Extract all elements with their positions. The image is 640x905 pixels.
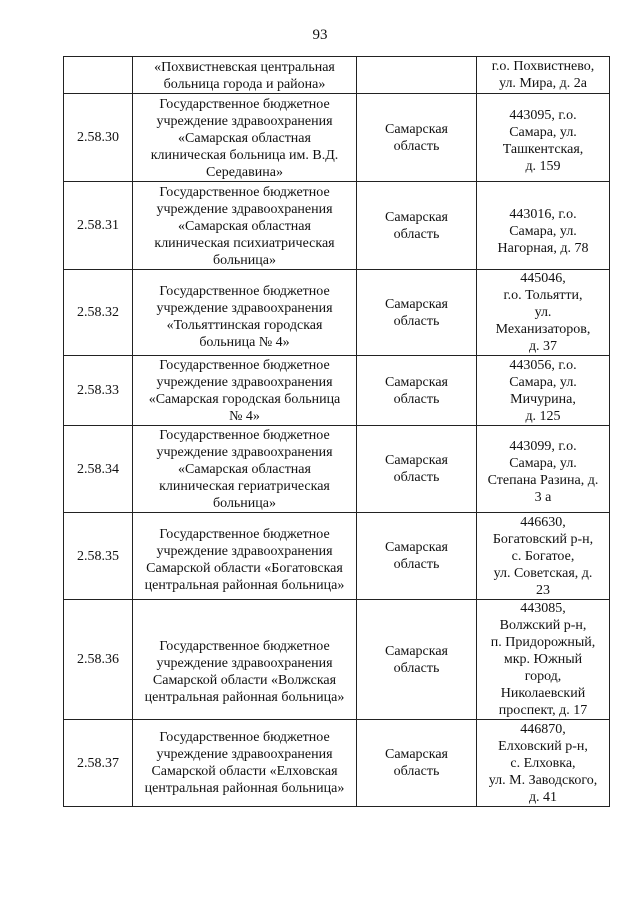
- region-line: Самарская: [385, 121, 448, 137]
- institution-name-line: Государственное бюджетное: [159, 283, 330, 299]
- region-line: Самарская: [385, 209, 448, 225]
- row-number-cell: [64, 57, 133, 94]
- address-line: ул.: [534, 305, 552, 320]
- table-row: [64, 513, 610, 600]
- institution-name-cell: [133, 270, 357, 356]
- table-row: [64, 356, 610, 426]
- institution-name-line: Государственное бюджетное: [159, 527, 330, 542]
- row-number-cell: 2.58.37: [64, 720, 133, 807]
- table-row: [64, 600, 610, 720]
- institution-name-line: Самарской области «Волжская: [152, 672, 337, 688]
- address-line: 443099, г.о.: [509, 439, 577, 454]
- address-line: 445046,: [520, 271, 566, 286]
- institution-name-line: клиническая психиатрическая: [154, 236, 335, 251]
- institution-name-line: Самарской области «Богатовская: [146, 561, 343, 576]
- institution-name-line: центральная районная больница»: [144, 781, 345, 796]
- region-cell: [357, 57, 477, 94]
- region-cell: [357, 513, 477, 600]
- region-line: область: [393, 470, 440, 485]
- address-line: Ташкентская,: [502, 141, 584, 157]
- region-line: Самарская: [385, 374, 448, 390]
- row-number-cell: 2.58.33: [64, 356, 133, 426]
- address-line: Мичурина,: [510, 391, 576, 407]
- region-cell: [357, 600, 477, 720]
- institution-name-line: Государственное бюджетное: [159, 97, 330, 112]
- region-cell: [357, 426, 477, 513]
- address-line: п. Придорожный,: [490, 635, 596, 650]
- address-line: 443016, г.о.: [509, 207, 577, 222]
- address-cell: [477, 94, 610, 182]
- table-row: [64, 720, 610, 807]
- table-row: [64, 57, 610, 94]
- institution-name-line: учреждение здравоохранения: [156, 374, 333, 390]
- address-line: 23: [536, 582, 550, 598]
- address-line: г.о. Похвистнево,: [491, 59, 595, 74]
- region-line: область: [393, 138, 440, 154]
- address-line: 443056, г.о.: [509, 357, 577, 373]
- row-number-cell: 2.58.34: [64, 426, 133, 513]
- address-line: с. Богатое,: [511, 548, 575, 564]
- institution-name-line: учреждение здравоохранения: [156, 444, 333, 460]
- institution-name-line: учреждение здравоохранения: [156, 655, 333, 671]
- address-line: мкр. Южный: [503, 652, 583, 667]
- address-line: 3 а: [534, 490, 552, 505]
- institution-name-line: «Самарская областная: [178, 131, 311, 146]
- address-cell: [477, 57, 610, 94]
- address-cell: [477, 270, 610, 356]
- table-body: [64, 57, 610, 807]
- institution-name-line: Государственное бюджетное: [159, 427, 330, 443]
- address-line: д. 37: [528, 339, 558, 354]
- institutions-table: [63, 56, 610, 807]
- institution-name-line: клиническая больница им. В.Д.: [150, 148, 339, 163]
- institution-name-line: центральная районная больница»: [144, 689, 345, 705]
- institution-name-line: Государственное бюджетное: [159, 730, 330, 745]
- address-line: Самара, ул.: [509, 456, 577, 471]
- institution-name-cell: [133, 94, 357, 182]
- address-line: город,: [524, 669, 562, 684]
- institution-name-line: «Самарская областная: [178, 219, 311, 234]
- address-cell: [477, 600, 610, 720]
- region-cell: [357, 356, 477, 426]
- institution-name-line: № 4»: [229, 408, 260, 424]
- address-line: г.о. Тольятти,: [503, 288, 583, 303]
- row-number-cell: 2.58.32: [64, 270, 133, 356]
- address-line: 443085,: [520, 601, 566, 616]
- region-line: область: [393, 313, 440, 329]
- address-line: 443095, г.о.: [509, 107, 577, 123]
- region-line: Самарская: [385, 747, 448, 762]
- institution-name-line: учреждение здравоохранения: [156, 544, 333, 559]
- region-line: область: [393, 660, 440, 676]
- address-cell: [477, 513, 610, 600]
- page-number: 93: [312, 27, 328, 43]
- address-line: с. Елховка,: [510, 755, 576, 771]
- address-line: д. 125: [525, 408, 561, 424]
- institution-name-line: Государственное бюджетное: [159, 357, 330, 373]
- institution-name-line: учреждение здравоохранения: [156, 202, 333, 217]
- region-cell: [357, 720, 477, 807]
- address-cell: [477, 356, 610, 426]
- institution-name-line: «Тольяттинская городская: [166, 317, 323, 333]
- institution-name-line: больница города и района»: [163, 76, 326, 92]
- row-number-cell: 2.58.35: [64, 513, 133, 600]
- institution-name-cell: [133, 356, 357, 426]
- institution-name-line: больница»: [213, 253, 276, 268]
- table-row: [64, 94, 610, 182]
- address-cell: [477, 182, 610, 270]
- region-line: Самарская: [385, 643, 448, 659]
- institution-name-line: больница»: [213, 495, 276, 511]
- region-line: Самарская: [385, 296, 448, 312]
- address-line: 446870,: [520, 721, 566, 737]
- region-line: область: [393, 391, 440, 407]
- table-row: [64, 182, 610, 270]
- address-line: Елховский р-н,: [498, 738, 588, 754]
- institution-name-line: Государственное бюджетное: [159, 638, 330, 654]
- institution-name-cell: [133, 182, 357, 270]
- institution-name-line: Самарской области «Елховская: [151, 764, 338, 779]
- row-number-cell: 2.58.31: [64, 182, 133, 270]
- region-cell: [357, 182, 477, 270]
- address-cell: [477, 426, 610, 513]
- row-number-cell: 2.58.36: [64, 600, 133, 720]
- institution-name-line: учреждение здравоохранения: [156, 747, 333, 762]
- table-row: [64, 270, 610, 356]
- address-line: Степана Разина, д.: [487, 473, 599, 488]
- institution-name-line: больница № 4»: [199, 334, 290, 350]
- institution-name-cell: [133, 513, 357, 600]
- region-line: Самарская: [385, 453, 448, 468]
- institution-name-line: учреждение здравоохранения: [156, 114, 333, 129]
- address-line: ул. Мира, д. 2а: [499, 76, 587, 91]
- address-line: Самара, ул.: [509, 224, 577, 239]
- institution-name-line: «Самарская городская больница: [148, 391, 341, 407]
- institution-name-cell: [133, 600, 357, 720]
- institution-name-line: клиническая гериатрическая: [159, 478, 330, 494]
- address-line: Богатовский р-н,: [492, 531, 594, 547]
- region-line: область: [393, 226, 440, 242]
- region-cell: [357, 94, 477, 182]
- region-line: область: [393, 764, 440, 779]
- region-line: Самарская: [385, 540, 448, 555]
- address-line: проспект, д. 17: [498, 703, 588, 718]
- address-line: ул. М. Заводского,: [488, 772, 598, 788]
- address-cell: [477, 720, 610, 807]
- address-line: 446630,: [520, 514, 566, 530]
- institution-name-line: центральная районная больница»: [144, 578, 345, 593]
- region-line: область: [393, 557, 440, 572]
- address-line: д. 41: [528, 789, 558, 805]
- row-number-cell: 2.58.30: [64, 94, 133, 182]
- institution-name-cell: [133, 720, 357, 807]
- address-line: д. 159: [525, 158, 561, 174]
- address-line: Самара, ул.: [509, 374, 577, 390]
- institution-name-line: «Похвистневская центральная: [154, 59, 335, 75]
- address-line: Николаевский: [500, 686, 586, 701]
- region-cell: [357, 270, 477, 356]
- institution-name-cell: [133, 57, 357, 94]
- institution-name-line: Середавина»: [206, 165, 283, 180]
- address-line: Нагорная, д. 78: [497, 241, 589, 256]
- address-line: Самара, ул.: [509, 124, 577, 140]
- institution-name-line: Государственное бюджетное: [159, 185, 330, 200]
- institution-name-cell: [133, 426, 357, 513]
- address-line: Волжский р-н,: [499, 618, 587, 633]
- institution-name-line: «Самарская областная: [178, 461, 311, 477]
- address-line: Механизаторов,: [495, 322, 591, 337]
- institution-name-line: учреждение здравоохранения: [156, 300, 333, 316]
- table-row: [64, 426, 610, 513]
- address-line: ул. Советская, д.: [493, 565, 593, 581]
